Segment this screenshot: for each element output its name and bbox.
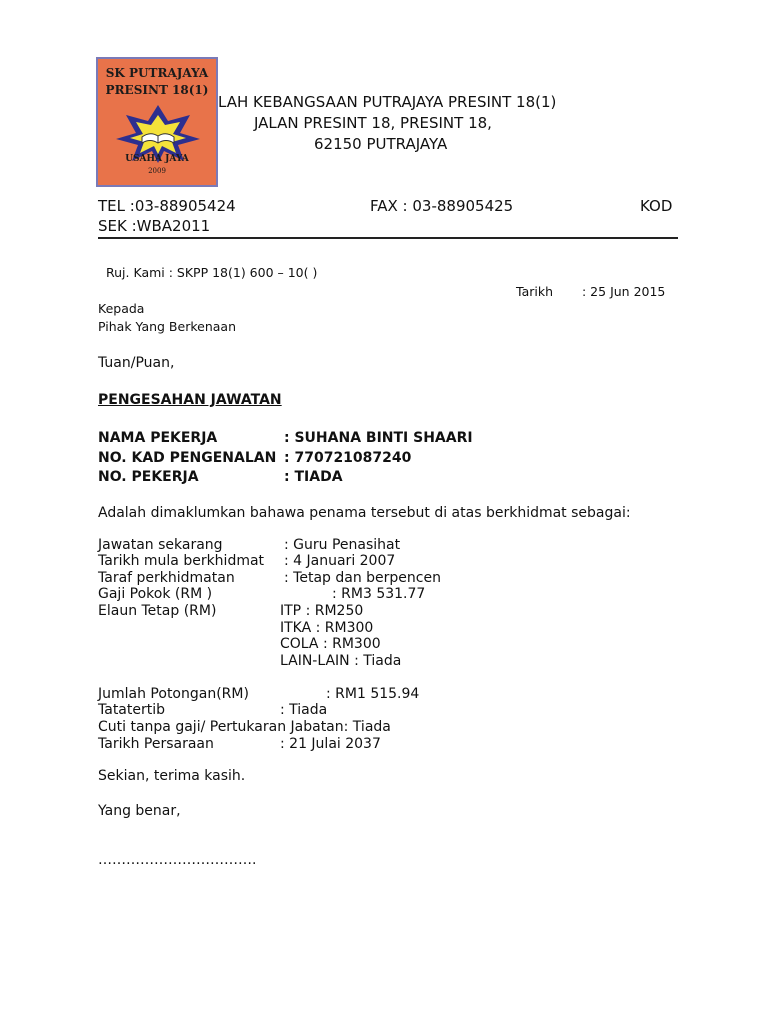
signature-line: ……………………………. <box>98 852 257 868</box>
ic-number-value: : 770721087240 <box>284 450 412 466</box>
position-value: : Guru Penasihat <box>284 537 401 553</box>
allowance-item: ITP : RM250 <box>280 603 364 619</box>
kod-label: KOD <box>640 197 673 215</box>
recipient-line-2: Pihak Yang Berkenaan <box>98 319 236 334</box>
employee-name-label: NAMA PEKERJA <box>98 430 218 446</box>
discipline-label: Tatatertib <box>98 702 166 718</box>
reference-number: Ruj. Kami : SKPP 18(1) 600 – 10( ) <box>106 265 318 280</box>
tel-number: TEL :03-88905424 <box>98 197 236 215</box>
school-name: LAH KEBANGSAAN PUTRAJAYA PRESINT 18(1) <box>218 93 557 111</box>
service-status-label: Taraf perkhidmatan <box>98 570 235 586</box>
employee-no-value: : TIADA <box>284 469 343 485</box>
date-label: Tarikh <box>516 284 553 299</box>
school-logo <box>96 57 218 187</box>
deduction-value: : RM1 515.94 <box>326 686 420 702</box>
closing-thanks: Sekian, terima kasih. <box>98 768 246 784</box>
employee-no-label: NO. PEKERJA <box>98 469 199 485</box>
retirement-label: Tarikh Persaraan <box>98 736 214 752</box>
closing-yang-benar: Yang benar, <box>98 803 181 819</box>
basic-salary-value: : RM3 531.77 <box>332 586 426 602</box>
recipient-line-1: Kepada <box>98 301 145 316</box>
service-status-value: : Tetap dan berpencen <box>284 570 441 586</box>
salutation: Tuan/Puan, <box>98 355 175 371</box>
retirement-value: : 21 Julai 2037 <box>280 736 381 752</box>
basic-salary-label: Gaji Pokok (RM ) <box>98 586 213 602</box>
allowance-item: LAIN-LAIN : Tiada <box>280 653 402 669</box>
address-line-2: 62150 PUTRAJAYA <box>314 135 448 153</box>
logo-year: 2009 <box>148 167 166 175</box>
allowance-label: Elaun Tetap (RM) <box>98 603 217 619</box>
fax-number: FAX : 03-88905425 <box>370 197 514 215</box>
position-label: Jawatan sekarang <box>98 537 223 553</box>
ic-number-label: NO. KAD PENGENALAN <box>98 450 277 466</box>
discipline-value: : Tiada <box>280 702 328 718</box>
logo-motto: USAHA JAYA <box>125 154 189 164</box>
logo-text-line2: PRESINT 18(1) <box>105 83 209 97</box>
date-value: : 25 Jun 2015 <box>582 284 666 299</box>
school-code: SEK :WBA2011 <box>98 217 211 235</box>
address-line-1: JALAN PRESINT 18, PRESINT 18, <box>254 114 492 132</box>
letter-subject: PENGESAHAN JAWATAN <box>98 392 282 408</box>
header-divider <box>98 237 678 239</box>
deduction-label: Jumlah Potongan(RM) <box>98 686 249 702</box>
employee-name-value: : SUHANA BINTI SHAARI <box>284 430 473 446</box>
allowance-item: COLA : RM300 <box>280 636 381 652</box>
logo-text-line1: SK PUTRAJAYA <box>105 66 209 80</box>
start-date-value: : 4 Januari 2007 <box>284 553 396 569</box>
unpaid-leave-line: Cuti tanpa gaji/ Pertukaran Jabatan: Tiada <box>98 719 391 735</box>
start-date-label: Tarikh mula berkhidmat <box>98 553 265 569</box>
allowance-item: ITKA : RM300 <box>280 620 374 636</box>
intro-text: Adalah dimaklumkan bahawa penama tersebut di atas berkhidmat sebagai: <box>98 505 631 521</box>
